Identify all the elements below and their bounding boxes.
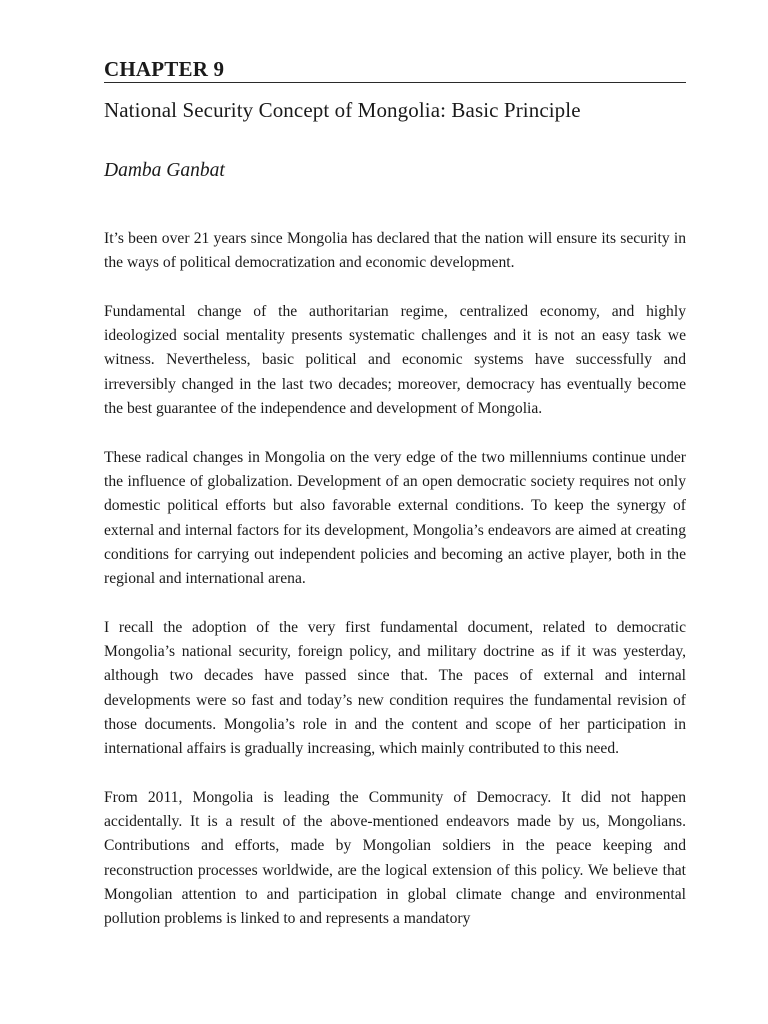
author-name: Damba Ganbat [104, 160, 225, 181]
paragraph: These radical changes in Mongolia on the very edge of the two millenniums continue under the influence of globalization. Development of an open democratic society requires not only domestic political efforts but also favorable external conditions. To keep the synergy of external and internal factors for its development, Mongolia’s endeavors are aimed at creating conditions for carrying out independent policies and becoming an active player, both in the regional and international arena. [104, 448, 686, 588]
chapter-label: CHAPTER 9 [104, 57, 225, 81]
paragraph: I recall the adoption of the very first fundamental document, related to democratic Mongolia’s national security, foreign policy, and military doctrine as if it was yesterday, although two decades have passed since that. The paces of external and internal developments were so fast and today’s new condition requires the fundamental revision of those documents. Mongolia’s role in and the content and scope of her participation in international affairs is gradually increasing, which mainly contributed to this need. [104, 618, 686, 758]
chapter-divider [104, 82, 686, 83]
paragraph: Fundamental change of the authoritarian regime, centralized economy, and highly ideologized social mentality presents systematic challenges and it is not an easy task we witness. Nevertheless, basic political and economic systems have successfully and irreversibly changed in the last two decades; moreover, democracy has eventually become the best guarantee of the independence and development of Mongolia. [104, 302, 686, 418]
document-page [104, 56, 686, 956]
paragraph: From 2011, Mongolia is leading the Community of Democracy. It did not happen accidentally. It is a result of the above-mentioned endeavors made by us, Mongolians. Contributions and efforts, made by Mongolian soldiers in the peace keeping and reconstruction processes worldwide, are the logical extension of this policy. We believe that Mongolian attention to and participation in global climate change and environmental pollution problems is linked to and represents a mandatory [104, 788, 686, 928]
chapter-title: National Security Concept of Mongolia: Basic Principle [104, 98, 581, 122]
body-text [104, 227, 686, 932]
paragraph: It’s been over 21 years since Mongolia has declared that the nation will ensure its security in the ways of political democratization and economic development. [104, 230, 686, 272]
